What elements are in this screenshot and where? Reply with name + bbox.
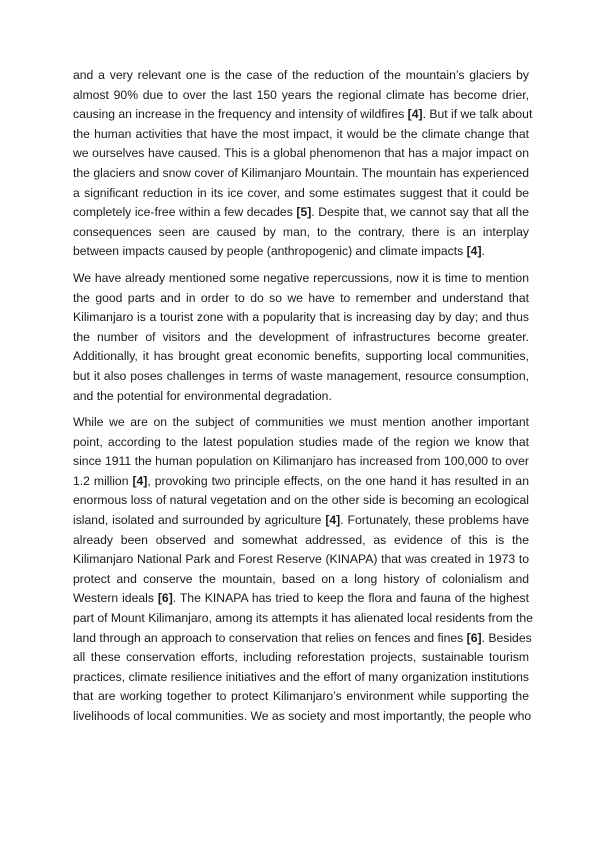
text-run: . [481, 244, 485, 259]
text-line [73, 66, 529, 86]
text-run: Western ideals [73, 591, 158, 606]
citation-ref: [4] [466, 244, 482, 259]
text-line [73, 707, 532, 727]
paragraph [73, 269, 529, 406]
text-line [73, 164, 529, 184]
text-run: . Despite that, we cannot say that all the [311, 205, 529, 220]
text-run: completely ice-free within a few decades [73, 205, 297, 220]
text-line [73, 531, 529, 551]
text-line [73, 105, 533, 125]
text-line [73, 472, 529, 492]
text-line [73, 308, 529, 328]
text-run: the good parts and in order to do so we have to remember and understand that [73, 290, 529, 305]
text-run: livelihoods of local communities. We as society and most importantly, the people who [73, 709, 532, 723]
text-run: the human activities that have the most impact, it would be the climate change that [73, 126, 529, 141]
text-line [73, 367, 529, 387]
text-line [73, 550, 529, 570]
text-line [73, 452, 529, 472]
text-line [73, 413, 529, 433]
text-run: enormous loss of natural vegetation and on the other side is becoming an ecological [73, 493, 529, 508]
citation-ref: [4] [325, 513, 341, 528]
text-run: all these conservation efforts, including reforestation projects, sustainable tourism [73, 650, 529, 665]
text-run: , provoking two principle effects, on the one hand it has resulted in an [147, 473, 529, 488]
text-run: consequences seen are caused by man, to the contrary, there is an interplay [73, 224, 529, 239]
text-line [73, 511, 529, 531]
text-line [73, 491, 529, 511]
text-run: between impacts caused by people (anthropogenic) and climate impacts [73, 244, 467, 259]
body-text [73, 66, 533, 734]
text-run: point, according to the latest population studies made of the region we know that [73, 434, 529, 449]
text-run: and the potential for environmental degradation. [73, 388, 332, 403]
text-run: the number of visitors and the development of infrastructures become greater. [73, 329, 529, 344]
text-line [73, 433, 529, 453]
text-run: a significant reduction in its ice cover, and some estimates suggest that it could be [73, 185, 529, 200]
citation-ref: [6] [466, 630, 482, 645]
text-run: . Fortunately, these problems have [340, 513, 530, 528]
text-line [73, 203, 529, 223]
text-run: already been observed and somewhat addressed, as evidence of this is the [73, 532, 529, 547]
paragraph [73, 413, 533, 727]
text-line [73, 589, 529, 609]
text-run: island, isolated and surrounded by agriculture [73, 513, 326, 528]
text-run: practices, climate resilience initiatives and the effort of many organization institutions [73, 669, 529, 684]
text-run: but it also poses challenges in terms of waste management, resource consumption, [73, 368, 529, 383]
text-line [73, 570, 529, 590]
text-line [73, 328, 529, 348]
text-run: . But if we talk about [422, 107, 533, 122]
text-line [73, 347, 529, 367]
text-run: Kilimanjaro National Park and Forest Reserve (KINAPA) that was created in 1973 to [73, 552, 529, 567]
text-run: land through an approach to conservation that relies on fences and fines [73, 630, 467, 645]
text-line [73, 184, 529, 204]
text-line [73, 269, 529, 289]
text-run: the glaciers and snow cover of Kilimanjaro Mountain. The mountain has experienced [73, 165, 529, 180]
citation-ref: [4] [132, 473, 148, 488]
citation-ref: [4] [407, 107, 423, 122]
text-line [73, 125, 529, 145]
text-run: Kilimanjaro is a tourist zone with a popularity that is increasing day by day; and thus [73, 310, 529, 325]
text-line [73, 687, 529, 707]
text-line [73, 86, 529, 106]
text-run: we ourselves have caused. This is a global phenomenon that has a major impact on [73, 146, 529, 161]
text-line [73, 387, 529, 407]
text-run: causing an increase in the frequency and intensity of wildfires [73, 107, 408, 122]
text-line [73, 144, 529, 164]
text-run: . The KINAPA has tried to keep the flora and fauna of the highest [172, 591, 529, 606]
text-run: almost 90% due to over the last 150 years the regional climate has become drier, [73, 87, 529, 102]
text-run: since 1911 the human population on Kilimanjaro has increased from 100,000 to over [73, 454, 529, 469]
text-line [73, 668, 529, 688]
text-run: 1.2 million [73, 473, 133, 488]
citation-ref: [6] [157, 591, 173, 606]
text-line [73, 289, 529, 309]
text-run: protect and conserve the mountain, based on a long history of colonialism and [73, 571, 529, 586]
text-run: part of Mount Kilimanjaro, among its attempts it has alienated local residents from the [73, 611, 533, 626]
paragraph [73, 66, 533, 262]
citation-ref: [5] [296, 205, 312, 220]
text-line [73, 629, 532, 649]
text-line [73, 242, 529, 262]
text-run: . Besides [481, 630, 532, 645]
text-run: While we are on the subject of communities we must mention another important [73, 415, 529, 430]
text-line [73, 648, 529, 668]
text-line [73, 609, 533, 629]
text-line [73, 223, 529, 243]
text-run: Additionally, it has brought great economic benefits, supporting local communities, [73, 349, 529, 364]
text-run: that are working together to protect Kilimanjaro’s environment while supporting the [73, 689, 529, 704]
text-run: We have already mentioned some negative repercussions, now it is time to mention [73, 270, 529, 285]
text-run: and a very relevant one is the case of the reduction of the mountain’s glaciers by [73, 68, 529, 82]
